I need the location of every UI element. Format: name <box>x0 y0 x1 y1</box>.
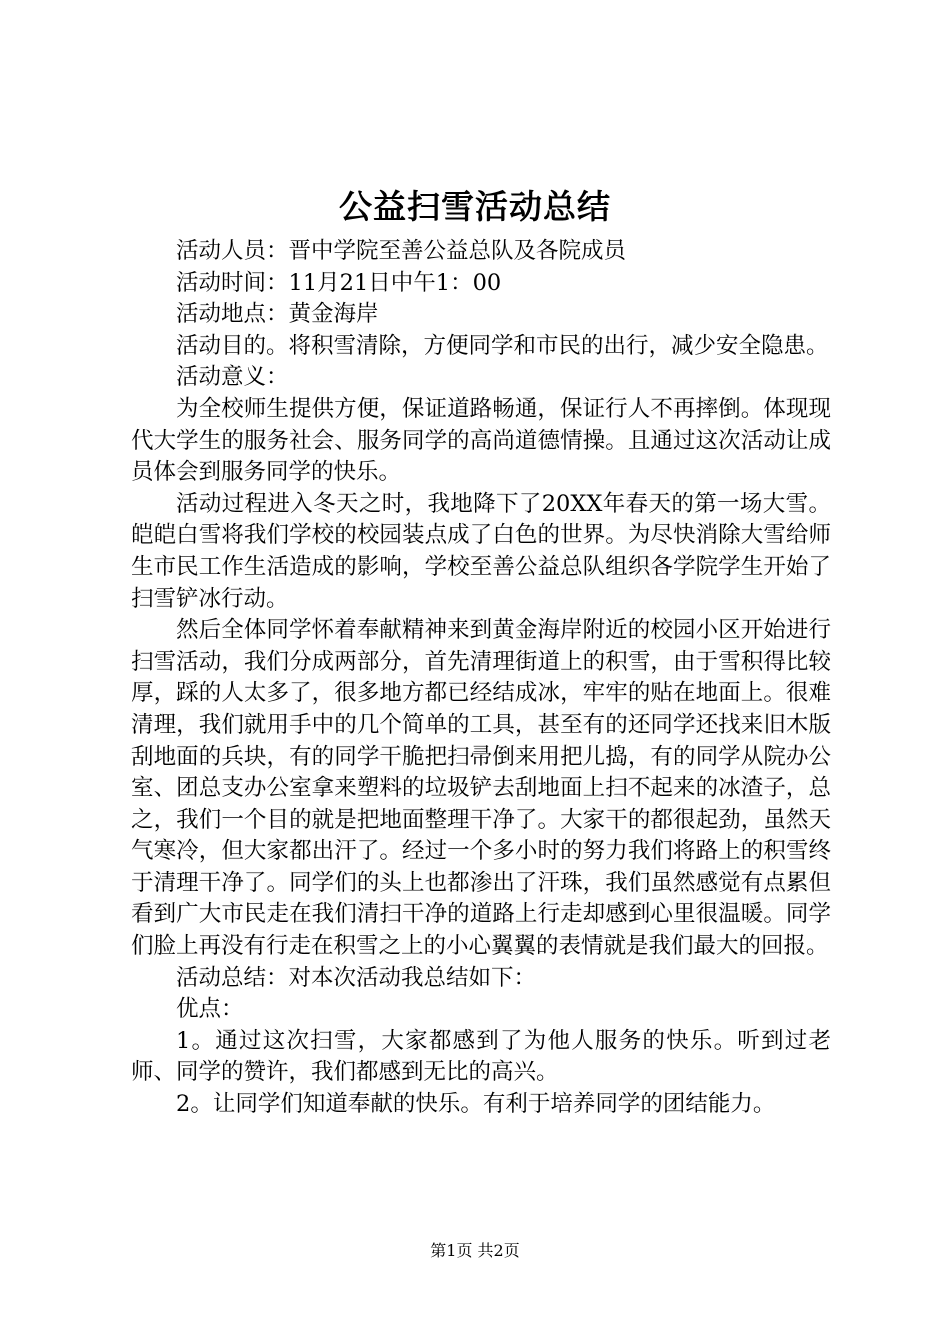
paragraph-location: 活动地点：黄金海岸 <box>176 301 379 328</box>
paragraph-advantages-heading: 优点： <box>176 996 244 1023</box>
paragraph-time: 活动时间：11月21日中午1：00 <box>176 269 502 296</box>
paragraph-significance: 为全校师生提供方便，保证道路畅通，保证行人不再摔倒。体现现代大学生的服务社会、服务同学的高尚道德情操。且通过这次活动让成员体会到服务同学的快乐。 <box>131 395 831 486</box>
paragraph-summary-heading: 活动总结：对本次活动我总结如下： <box>176 964 537 991</box>
document-title: 公益扫雪活动总结 <box>339 187 611 226</box>
page-footer: 第1页 共2页 <box>430 1241 520 1260</box>
paragraph-participants: 活动人员：晋中学院至善公益总队及各院成员 <box>176 238 627 264</box>
paragraph-purpose: 活动目的。将积雪清除，方便同学和市民的出行，减少安全隐患。 <box>176 332 829 359</box>
paragraph-process: 活动过程进入冬天之时，我地降下了20XX年春天的第一场大雪。皑皑白雪将我们学校的校园装点成了白色的世界。为尽快消除大雪给师生市民工作生活造成的影响，学校至善公益总队组织各学院学生开始了扫雪铲冰行动。 <box>131 490 831 612</box>
document-body <box>131 236 831 1121</box>
paragraph-advantage-1: 1。通过这次扫雪，大家都感到了为他人服务的快乐。听到过老师、同学的赞许，我们都感到无比的高兴。 <box>131 1027 831 1086</box>
paragraph-significance-heading: 活动意义： <box>176 364 289 391</box>
paragraph-activity-details: 然后全体同学怀着奉献精神来到黄金海岸附近的校园小区开始进行扫雪活动，我们分成两部分，首先清理街道上的积雪，由于雪积得比较厚，踩的人太多了，很多地方都已经结成冰，牢牢的贴在地面上。很难清理，我们就用手中的几个简单的工具，甚至有的还同学还找来旧木版刮地面的兵块，有的同学干脆把扫帚倒来用把儿捣，有的同学从院办公室、团总支办公室拿来塑料的垃圾铲去刮地面上扫不起来的冰渣子，总之，我们一个目的就是把地面整理干净了。大家干的都很起劲，虽然天气寒冷，但大家都出汗了。经过一个多小时的努力我们将路上的积雪终于清理干净了。同学们的头上也都渗出了汗珠，我们虽然感觉有点累但看到广大市民走在我们清扫干净的道路上行走却感到心里很温暖。同学们脸上再没有行走在积雪之上的小心翼翼的表情就是我们最大的回报。 <box>131 617 831 960</box>
paragraph-advantage-2: 2。让同学们知道奉献的快乐。有利于培养同学的团结能力。 <box>176 1091 776 1118</box>
